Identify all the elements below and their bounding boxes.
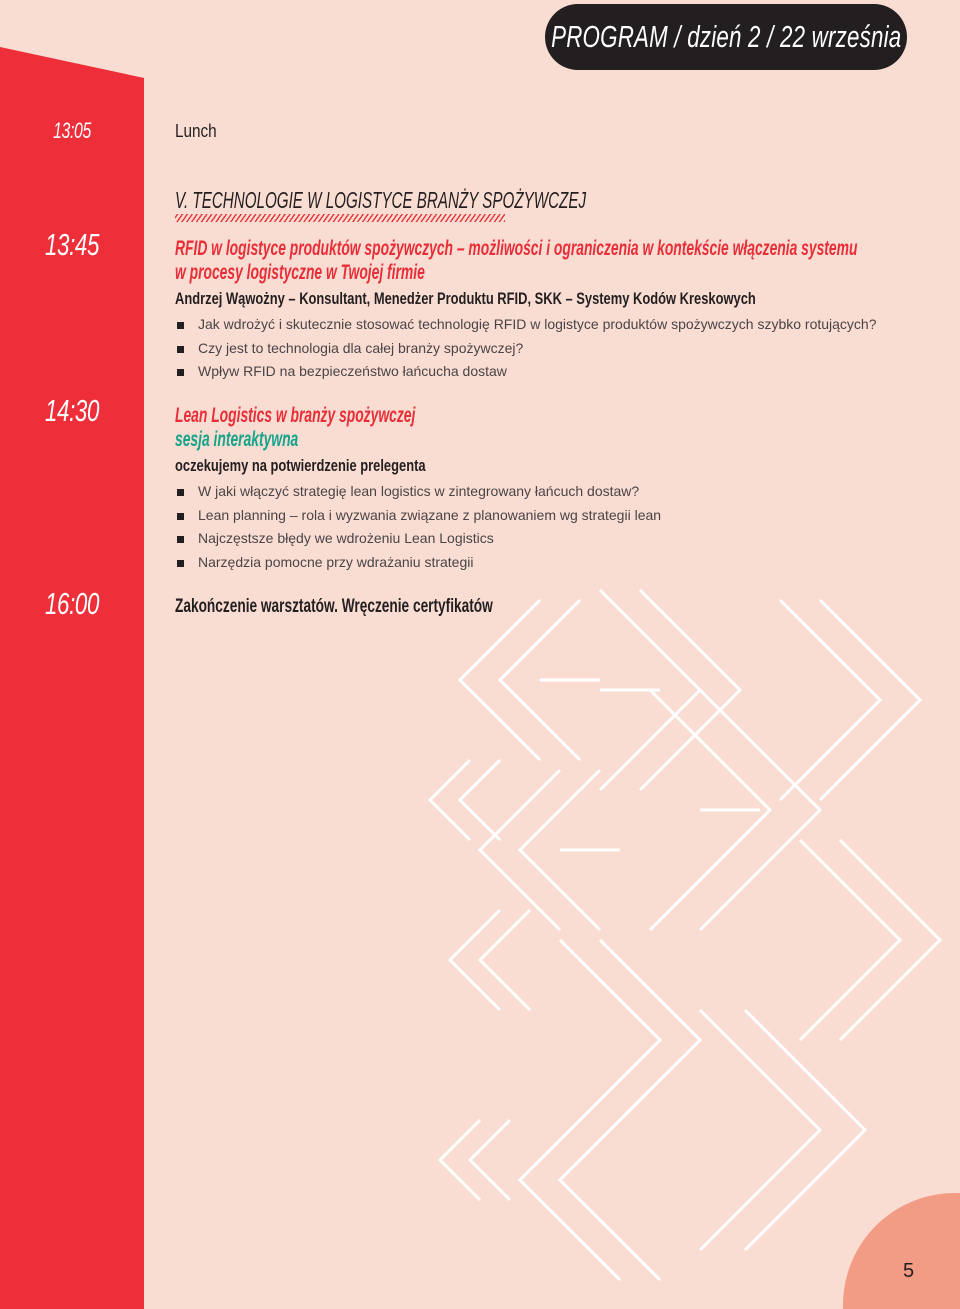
talk2-subtitle: sesja interaktywna bbox=[175, 428, 299, 451]
chevron-arrow-icon bbox=[780, 600, 880, 800]
list-item: Czy jest to technologia dla całej branży spożywczej? bbox=[175, 337, 877, 361]
talk2-title: Lean Logistics w branży spożywczej sesja interaktywna bbox=[175, 404, 416, 451]
corner-circle bbox=[843, 1193, 960, 1309]
square-bullet-icon bbox=[177, 560, 184, 567]
chevron-arrow-icon bbox=[745, 1010, 865, 1250]
talk1-title: RFID w logistyce produktów spożywczych – możliwości i ograniczenia w kontekście włączenia systemu w procesy logistyczne w Twojej firmie bbox=[175, 237, 858, 284]
list-item: Najczęstsze błędy we wdrożeniu Lean Logistics bbox=[175, 527, 661, 551]
list-item: Jak wdrożyć i skutecznie stosować technologię RFID w logistyce produktów spożywczych szybko rotujących? bbox=[175, 313, 877, 337]
left-arrow-icon bbox=[460, 760, 500, 840]
square-bullet-icon bbox=[177, 322, 184, 329]
talk1-speaker: Andrzej Wąwożny – Konsultant, Menedżer Produktu RFID, SKK – Systemy Kodów Kreskowych bbox=[175, 289, 756, 308]
square-bullet-icon bbox=[177, 489, 184, 496]
square-bullet-icon bbox=[177, 513, 184, 520]
list-item: W jaki włączyć strategię lean logistics w zintegrowany łańcuch dostaw? bbox=[175, 480, 661, 504]
left-arrow-icon bbox=[430, 760, 470, 840]
left-arrow-icon bbox=[440, 1120, 480, 1200]
chevron-arrow-icon bbox=[560, 940, 660, 1140]
section-title: V. TECHNOLOGIE W LOGISTYCE BRANŻY SPOŻYWCZEJ bbox=[175, 187, 587, 213]
talk2-speaker: oczekujemy na potwierdzenie prelegenta bbox=[175, 456, 426, 475]
time-1305: 13:05 bbox=[53, 118, 91, 143]
program-header-title: PROGRAM / dzień 2 / 22 września bbox=[550, 19, 902, 54]
lunch-item: Lunch bbox=[175, 121, 217, 141]
chevron-arrow-icon bbox=[700, 1010, 820, 1250]
time-1345: 13:45 bbox=[44, 227, 100, 262]
list-item: Narzędzia pomocne przy wdrażaniu strategii bbox=[175, 551, 661, 575]
talk2-bullet-list bbox=[175, 480, 661, 574]
left-arrow-icon bbox=[470, 1120, 510, 1200]
page-number: 5 bbox=[903, 1260, 915, 1282]
timeline-sidebar bbox=[0, 0, 144, 1309]
program-header bbox=[545, 4, 907, 70]
left-arrow-icon bbox=[560, 1080, 660, 1280]
list-item: Wpływ RFID na bezpieczeństwo łańcucha dostaw bbox=[175, 360, 877, 384]
square-bullet-icon bbox=[177, 346, 184, 353]
closing-item: Zakończenie warsztatów. Wręczenie certyfikatów bbox=[175, 596, 493, 617]
chevron-arrow-icon bbox=[800, 840, 900, 1040]
left-arrow-icon bbox=[520, 1080, 620, 1280]
time-1600: 16:00 bbox=[44, 586, 100, 621]
list-item: Lean planning – rola i wyzwania związane z planowaniem wg strategii lean bbox=[175, 504, 661, 528]
talk1-bullet-list bbox=[175, 313, 877, 384]
chevron-arrow-icon bbox=[840, 840, 940, 1040]
square-bullet-icon bbox=[177, 369, 184, 376]
time-1430: 14:30 bbox=[44, 393, 100, 428]
chevron-arrow-icon bbox=[820, 600, 920, 800]
left-arrow-icon bbox=[480, 910, 530, 1010]
left-arrow-icon bbox=[450, 910, 500, 1010]
chevron-arrow-icon bbox=[600, 940, 700, 1140]
square-bullet-icon bbox=[177, 536, 184, 543]
hatch-divider bbox=[175, 214, 505, 222]
